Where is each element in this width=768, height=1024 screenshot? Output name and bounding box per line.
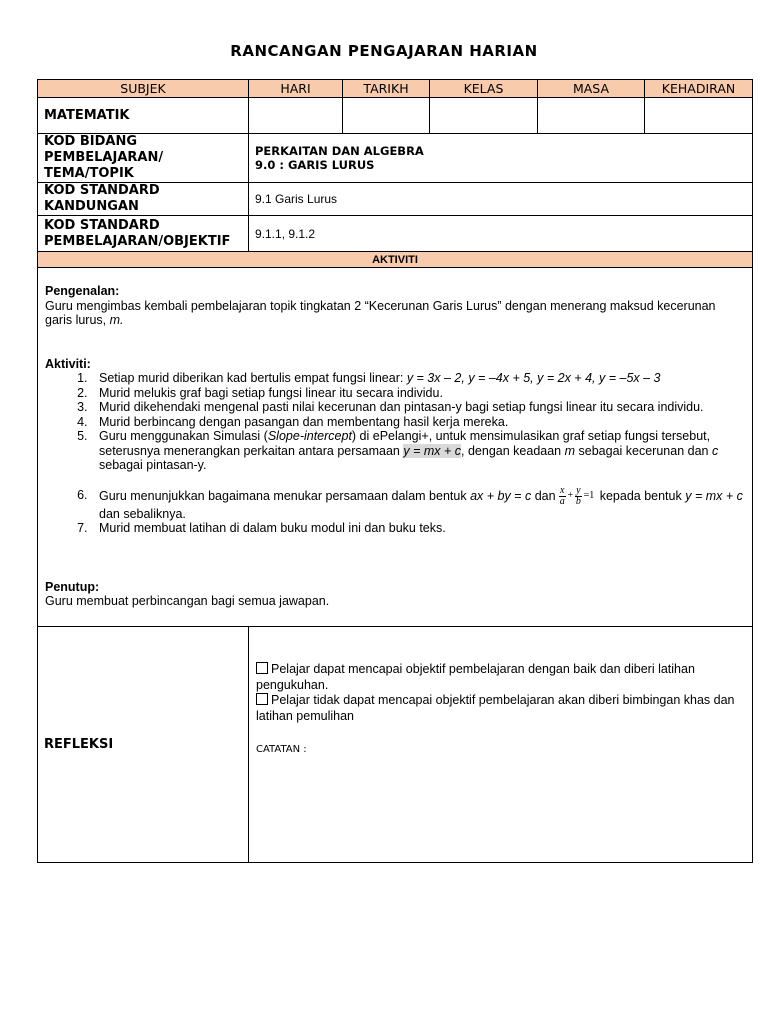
header-tarikh: TARIKH	[343, 80, 430, 98]
aktiviti-body	[38, 268, 753, 627]
kelas-cell[interactable]	[430, 98, 538, 134]
aktiviti-header-row	[38, 252, 753, 268]
kod-bidang-value	[249, 134, 753, 183]
checkbox-icon[interactable]	[256, 693, 268, 705]
penutup-heading: Penutup:	[45, 579, 100, 594]
aktiviti-header: AKTIVITI	[38, 252, 753, 268]
aktiviti-body-row	[38, 268, 753, 627]
checkbox-icon[interactable]	[256, 662, 268, 674]
subject-value: MATEMATIK	[38, 98, 249, 134]
aktiviti-heading: Aktiviti:	[45, 356, 91, 371]
kod-standard-row	[38, 183, 753, 216]
header-row	[38, 80, 753, 98]
refleksi-option-2[interactable]: Pelajar tidak dapat mencapai objektif pembelajaran akan diberi bimbingan khas dan latihan pemulihan	[256, 693, 735, 723]
highlighted-equation: y = mx + c	[403, 443, 462, 458]
list-item: 6. Guru menunjukkan bagaimana menukar persamaan dalam bentuk ax + by = c dan $\frac{x}{a}$ + $\frac{y}{b}$ =1 kepada bentuk y = mx + c dan sebaliknya.	[91, 486, 745, 522]
lesson-plan-table	[37, 79, 753, 863]
penutup-text: Guru membuat perbincangan bagi semua jawapan.	[45, 594, 330, 608]
list-item: 1. Setiap murid diberikan kad bertulis empat fungsi linear: y = 3x – 2, y = –4x + 5, y = 2x + 4, y = –5x – 3	[91, 371, 745, 386]
refleksi-row	[38, 627, 753, 863]
list-item: 5. Guru menggunakan Simulasi (Slope-intercept) di ePelangi+, untuk mensimulasikan graf setiap fungsi tersebut, seterusnya menerangkan perkaitan antara persamaan y = mx + c, dengan keadaan m sebagai kecerunan dan c sebagai pintasan-y.	[91, 429, 745, 473]
header-kehadiran: KEHADIRAN	[645, 80, 753, 98]
catatan-label: CATATAN :	[256, 744, 307, 755]
tarikh-cell[interactable]	[343, 98, 430, 134]
refleksi-option-1[interactable]: Pelajar dapat mencapai objektif pembelajaran dengan baik dan diberi latihan pengukuhan.	[256, 662, 695, 692]
list-item: 3. Murid dikehendaki mengenal pasti nilai kecerunan dan pintasan-y bagi setiap fungsi linear itu secara individu.	[91, 400, 745, 415]
refleksi-body	[249, 627, 753, 863]
list-item: 7. Murid membuat latihan di dalam buku modul ini dan buku teks.	[91, 521, 745, 536]
aktiviti-steps	[45, 371, 745, 536]
topic-chapter: 9.0 : GARIS LURUS	[255, 158, 375, 172]
subject-row	[38, 98, 753, 134]
kehadiran-cell[interactable]	[645, 98, 753, 134]
masa-cell[interactable]	[538, 98, 645, 134]
list-item: 4. Murid berbincang dengan pasangan dan membentang hasil kerja mereka.	[91, 415, 745, 430]
header-subjek: SUBJEK	[38, 80, 249, 98]
kod-bidang-row	[38, 134, 753, 183]
header-hari: HARI	[249, 80, 343, 98]
kod-objektif-value: 9.1.1, 9.1.2	[249, 216, 753, 252]
pengenalan-text: Guru mengimbas kembali pembelajaran topik tingkatan 2 “Kecerunan Garis Lurus” dengan menerang maksud kecerunan garis lurus, m.	[45, 298, 716, 327]
header-kelas: KELAS	[430, 80, 538, 98]
topic-area: PERKAITAN DAN ALGEBRA	[255, 144, 424, 158]
refleksi-label: REFLEKSI	[38, 627, 249, 863]
kod-objektif-label: KOD STANDARD PEMBELAJARAN/OBJEKTIF	[38, 216, 249, 252]
hari-cell[interactable]	[249, 98, 343, 134]
kod-standard-label: KOD STANDARD KANDUNGAN	[38, 183, 249, 216]
kod-bidang-label: KOD BIDANG PEMBELAJARAN/ TEMA/TOPIK	[38, 134, 249, 183]
kod-objektif-row	[38, 216, 753, 252]
kod-standard-value: 9.1 Garis Lurus	[249, 183, 753, 216]
list-item: 2. Murid melukis graf bagi setiap fungsi linear itu secara individu.	[91, 386, 745, 401]
intercept-form-fraction: $\frac{x}{a}$ + $\frac{y}{b}$ =1	[559, 484, 595, 507]
header-masa: MASA	[538, 80, 645, 98]
pengenalan-heading: Pengenalan:	[45, 284, 120, 298]
document-title: RANCANGAN PENGAJARAN HARIAN	[230, 42, 538, 60]
